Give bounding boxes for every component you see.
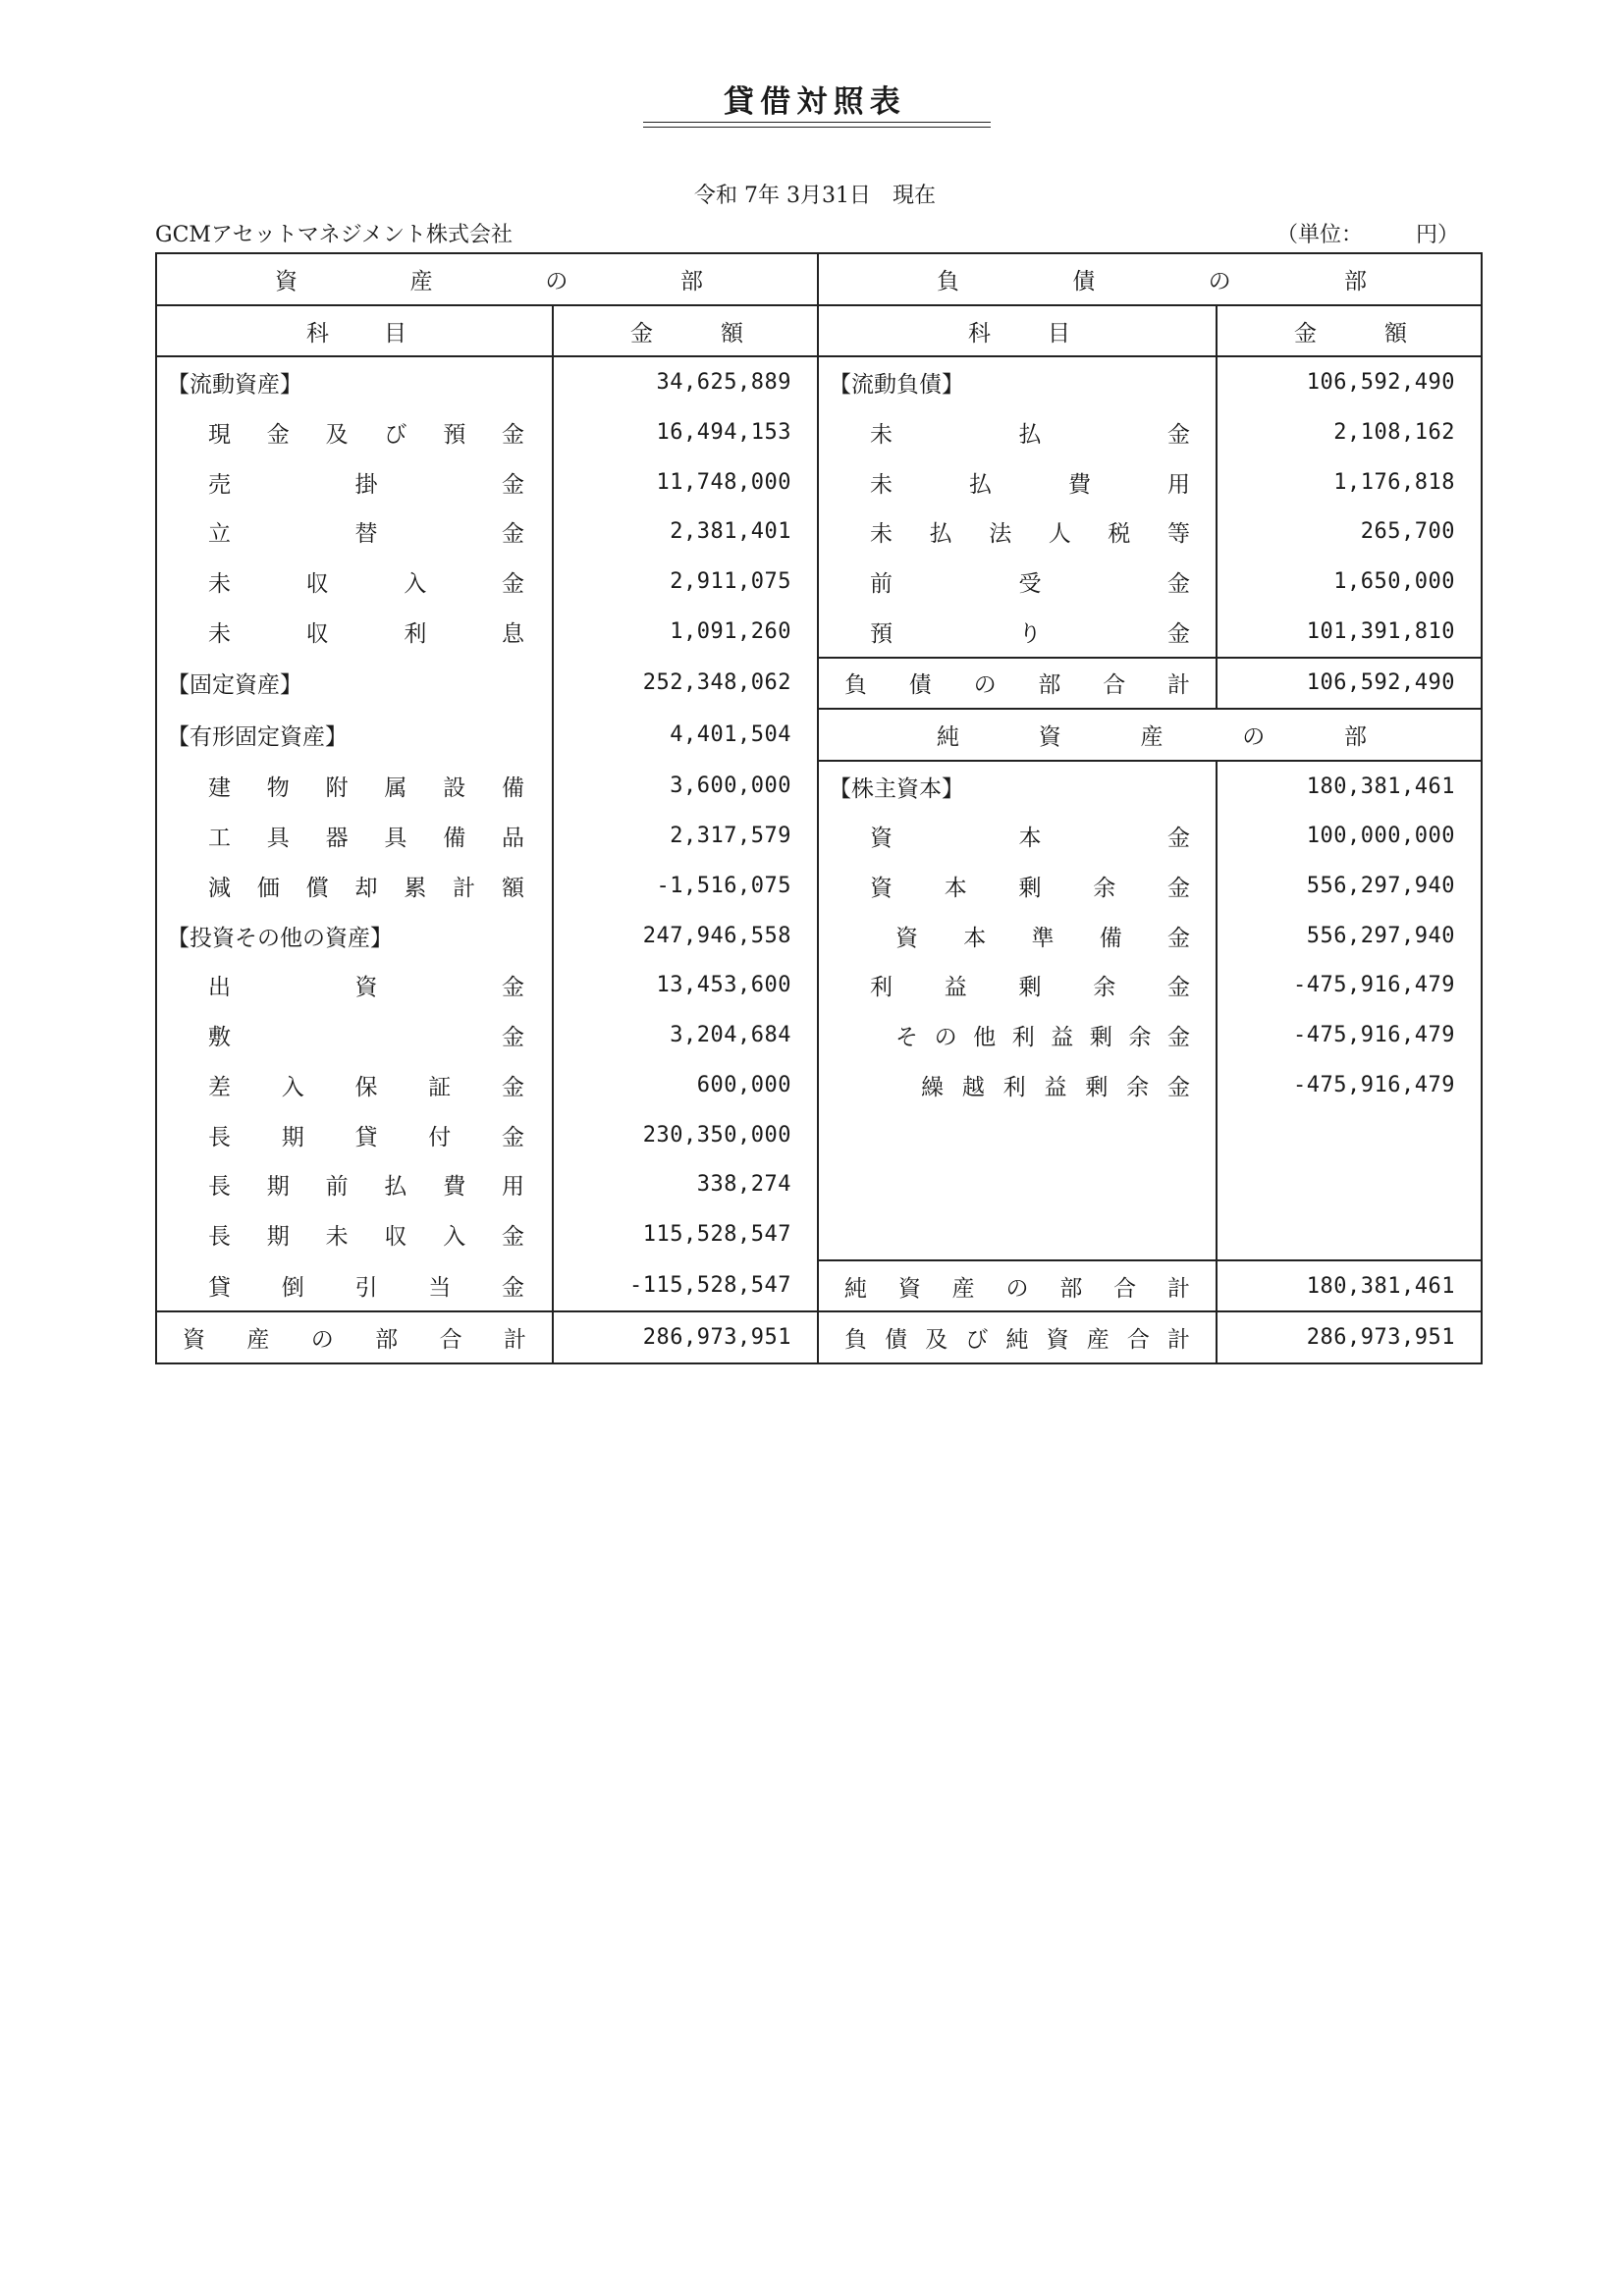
liability-label: 未 払 法 人 税 等 — [818, 507, 1217, 557]
asset-label: 長 期 未 収 入 金 — [156, 1209, 553, 1260]
empty-cell — [818, 1110, 1217, 1160]
asset-amount: 11,748,000 — [553, 457, 818, 507]
empty-cell — [1217, 1159, 1482, 1209]
assets-total-label: 資 産 の 部 合 計 — [156, 1311, 553, 1363]
net-assets-total-label: 純 資 産 の 部 合 計 — [818, 1260, 1217, 1312]
asset-label: 工 具 器 具 備 品 — [156, 812, 553, 862]
asset-label: 長 期 前 払 費 用 — [156, 1159, 553, 1209]
unit-label: （単位： — [1275, 223, 1363, 247]
asset-amount: 230,350,000 — [553, 1110, 818, 1160]
asset-amount: 1,091,260 — [553, 607, 818, 658]
column-header-row — [156, 305, 1482, 357]
table-row — [156, 1060, 1482, 1110]
liability-amount: 106,592,490 — [1217, 356, 1482, 407]
equity-label: 資 本 剰 余 金 — [818, 861, 1217, 911]
equity-amount: 180,381,461 — [1217, 761, 1482, 812]
asset-label: 敷 金 — [156, 1010, 553, 1060]
asset-amount: 16,494,153 — [553, 407, 818, 457]
asset-amount: 247,946,558 — [553, 911, 818, 961]
liability-label: 【流動負債】 — [818, 356, 1217, 407]
asset-amount: 34,625,889 — [553, 356, 818, 407]
table-row — [156, 658, 1482, 710]
equity-amount: 100,000,000 — [1217, 812, 1482, 862]
asset-amount: 338,274 — [553, 1159, 818, 1209]
empty-cell — [818, 1209, 1217, 1260]
as-of-date: 令和 7年 3月31日 現在 — [694, 184, 936, 208]
unit-currency: 円） — [1415, 223, 1459, 247]
balance-sheet-table — [155, 252, 1483, 1364]
asset-amount: 2,911,075 — [553, 557, 818, 607]
table-row — [156, 507, 1482, 557]
equity-label: そ の 他 利 益 剰 余 金 — [818, 1010, 1217, 1060]
asset-amount: 3,204,684 — [553, 1010, 818, 1060]
liability-amount: 265,700 — [1217, 507, 1482, 557]
liability-label: 預 り 金 — [818, 607, 1217, 658]
net-assets-total-amount: 180,381,461 — [1217, 1260, 1482, 1312]
grand-total-row — [156, 1311, 1482, 1363]
table-row — [156, 911, 1482, 961]
table-row — [156, 761, 1482, 812]
asset-amount: 2,381,401 — [553, 507, 818, 557]
asset-label: 貸 倒 引 当 金 — [156, 1260, 553, 1312]
table-row — [156, 1010, 1482, 1060]
liabilities-section-header: 負 債 の 部 — [818, 253, 1482, 305]
title-underline — [643, 122, 991, 123]
asset-label: 建 物 附 属 設 備 — [156, 761, 553, 812]
empty-cell — [1217, 1209, 1482, 1260]
asset-amount: 4,401,504 — [553, 709, 818, 761]
section-header-row — [156, 253, 1482, 305]
table-row — [156, 557, 1482, 607]
grand-total-label: 負 債 及 び 純 資 産 合 計 — [818, 1311, 1217, 1363]
asset-amount: 13,453,600 — [553, 961, 818, 1011]
asset-amount: 3,600,000 — [553, 761, 818, 812]
asset-label: 【投資その他の資産】 — [156, 911, 553, 961]
assets-total-amount: 286,973,951 — [553, 1311, 818, 1363]
table-row — [156, 1260, 1482, 1312]
asset-label: 立 替 金 — [156, 507, 553, 557]
liability-amount: 101,391,810 — [1217, 607, 1482, 658]
grand-total-amount: 286,973,951 — [1217, 1311, 1482, 1363]
title-underline-second — [643, 127, 991, 128]
liabilities-account-header: 科 目 — [818, 305, 1217, 357]
equity-amount: 556,297,940 — [1217, 861, 1482, 911]
currency-unit — [1276, 218, 1459, 248]
liability-label: 前 受 金 — [818, 557, 1217, 607]
table-row — [156, 1209, 1482, 1260]
table-row — [156, 961, 1482, 1011]
liability-amount: 2,108,162 — [1217, 407, 1482, 457]
table-row — [156, 607, 1482, 658]
liability-amount: 1,650,000 — [1217, 557, 1482, 607]
asset-amount: 2,317,579 — [553, 812, 818, 862]
asset-label: 未 収 利 息 — [156, 607, 553, 658]
asset-amount: -1,516,075 — [553, 861, 818, 911]
asset-label: 減 価 償 却 累 計 額 — [156, 861, 553, 911]
equity-label: 利 益 剰 余 金 — [818, 961, 1217, 1011]
liabilities-total-amount: 106,592,490 — [1217, 658, 1482, 710]
equity-amount: 556,297,940 — [1217, 911, 1482, 961]
asset-label: 【固定資産】 — [156, 658, 553, 710]
equity-label: 資 本 金 — [818, 812, 1217, 862]
assets-account-header: 科 目 — [156, 305, 553, 357]
table-row — [156, 356, 1482, 407]
liability-label: 未 払 金 — [818, 407, 1217, 457]
equity-amount: -475,916,479 — [1217, 1010, 1482, 1060]
company-name: GCMアセットマネジメント株式会社 — [155, 223, 514, 247]
table-row — [156, 457, 1482, 507]
asset-amount: -115,528,547 — [553, 1260, 818, 1312]
table-row — [156, 812, 1482, 862]
asset-label: 差 入 保 証 金 — [156, 1060, 553, 1110]
liability-label: 未 払 費 用 — [818, 457, 1217, 507]
empty-cell — [818, 1159, 1217, 1209]
asset-amount: 252,348,062 — [553, 658, 818, 710]
assets-section-header: 資 産 の 部 — [156, 253, 818, 305]
asset-amount: 600,000 — [553, 1060, 818, 1110]
table-row — [156, 1110, 1482, 1160]
table-row — [156, 407, 1482, 457]
equity-label: 繰 越 利 益 剰 余 金 — [818, 1060, 1217, 1110]
asset-label: 売 掛 金 — [156, 457, 553, 507]
net-assets-section-header: 純 資 産 の 部 — [818, 709, 1482, 761]
asset-label: 【流動資産】 — [156, 356, 553, 407]
asset-label: 未 収 入 金 — [156, 557, 553, 607]
liability-amount: 1,176,818 — [1217, 457, 1482, 507]
equity-amount: -475,916,479 — [1217, 1060, 1482, 1110]
asset-label: 現 金 及 び 預 金 — [156, 407, 553, 457]
liabilities-amount-header: 金 額 — [1217, 305, 1482, 357]
table-row — [156, 709, 1482, 761]
liabilities-total-label: 負 債 の 部 合 計 — [818, 658, 1217, 710]
asset-amount: 115,528,547 — [553, 1209, 818, 1260]
equity-label: 【株主資本】 — [818, 761, 1217, 812]
asset-label: 【有形固定資産】 — [156, 709, 553, 761]
table-row — [156, 861, 1482, 911]
equity-amount: -475,916,479 — [1217, 961, 1482, 1011]
document-title: 貸借対照表 — [724, 84, 906, 120]
asset-label: 長 期 貸 付 金 — [156, 1110, 553, 1160]
asset-label: 出 資 金 — [156, 961, 553, 1011]
table-row — [156, 1159, 1482, 1209]
empty-cell — [1217, 1110, 1482, 1160]
assets-amount-header: 金 額 — [553, 305, 818, 357]
equity-label: 資 本 準 備 金 — [818, 911, 1217, 961]
